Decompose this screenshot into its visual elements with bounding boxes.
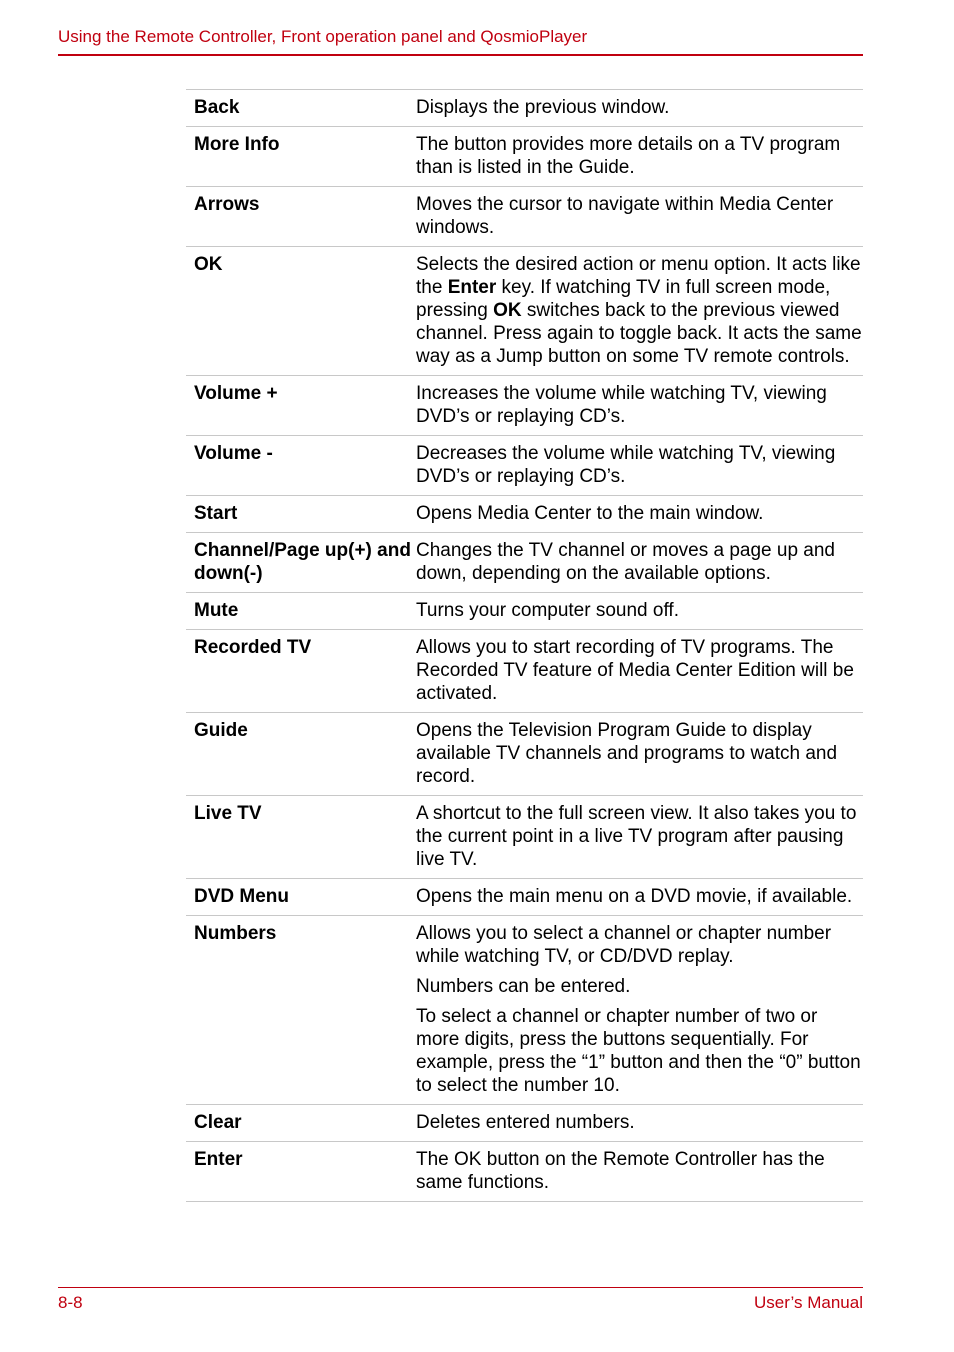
table-row: [186, 630, 863, 713]
page-header-title: Using the Remote Controller, Front operation panel and QosmioPlayer: [58, 27, 588, 46]
term-cell: Enter: [194, 1149, 243, 1170]
table-row: [186, 496, 863, 533]
description-cell: Changes the TV channel or moves a page up and down, depending on the available options.: [416, 540, 835, 584]
term-cell: Volume -: [194, 443, 273, 464]
term-cell: Arrows: [194, 194, 260, 215]
header-divider: [58, 54, 863, 56]
table-row: [186, 796, 863, 879]
description-cell: Displays the previous window.: [416, 97, 670, 118]
table-row: [186, 713, 863, 796]
manual-title: User’s Manual: [754, 1293, 863, 1312]
term-cell: OK: [194, 254, 223, 275]
term-cell: Numbers: [194, 923, 277, 944]
table-row: [186, 593, 863, 630]
description-cell: Allows you to start recording of TV programs. The Recorded TV feature of Media Center Edition will be activated.: [416, 637, 854, 704]
description-cell: Opens Media Center to the main window.: [416, 503, 764, 524]
term-cell: Start: [194, 503, 238, 524]
description-cell: Turns your computer sound off.: [416, 600, 679, 621]
table-row: [186, 187, 863, 247]
description-cell: A shortcut to the full screen view. It also takes you to the current point in a live TV program after pausing live TV.: [416, 803, 857, 870]
term-cell: Recorded TV: [194, 637, 312, 658]
table-row: [186, 90, 863, 127]
term-cell: Channel/Page up(+) and down(-): [194, 540, 411, 584]
description-cell: The OK button on the Remote Controller has the same functions.: [416, 1149, 825, 1193]
term-cell: Live TV: [194, 803, 262, 824]
term-cell: DVD Menu: [194, 886, 289, 907]
description-cell: Allows you to select a channel or chapter number while watching TV, or CD/DVD replay. Numbers can be entered. To select a channel or chapter number of two or more digits, press the buttons sequentially. For example, press the “1” button and then the “0” button to select the number 10.: [416, 923, 861, 1096]
description-cell: Deletes entered numbers.: [416, 1112, 635, 1133]
table-row: [186, 436, 863, 496]
description-cell: Decreases the volume while watching TV, viewing DVD’s or replaying CD’s.: [416, 443, 836, 487]
term-cell: More Info: [194, 134, 280, 155]
description-cell: Opens the Television Program Guide to display available TV channels and programs to watch and record.: [416, 720, 838, 787]
term-cell: Clear: [194, 1112, 242, 1133]
term-cell: Mute: [194, 600, 239, 621]
table-row: [186, 533, 863, 593]
remote-buttons-table: [186, 89, 863, 1202]
term-cell: Volume +: [194, 383, 278, 404]
table-row: [186, 916, 863, 1105]
table-row: [186, 127, 863, 187]
footer-divider: [58, 1287, 863, 1288]
table-row: [186, 376, 863, 436]
description-cell: Opens the main menu on a DVD movie, if available.: [416, 886, 853, 907]
description-cell: Moves the cursor to navigate within Media Center windows.: [416, 194, 834, 238]
description-cell: Selects the desired action or menu option. It acts like the Enter key. If watching TV in full screen mode, pressing OK switches back to the previous viewed channel. Press again to toggle back. It acts the same way as a Jump button on some TV remote controls.: [416, 254, 862, 367]
term-cell: Back: [194, 97, 240, 118]
table-row: [186, 879, 863, 916]
term-cell: Guide: [194, 720, 248, 741]
page-number: 8-8: [58, 1293, 83, 1312]
description-cell: Increases the volume while watching TV, viewing DVD’s or replaying CD’s.: [416, 383, 827, 427]
table-row: [186, 1142, 863, 1202]
description-cell: The button provides more details on a TV program than is listed in the Guide.: [416, 134, 841, 178]
table-row: [186, 247, 863, 376]
table-row: [186, 1105, 863, 1142]
